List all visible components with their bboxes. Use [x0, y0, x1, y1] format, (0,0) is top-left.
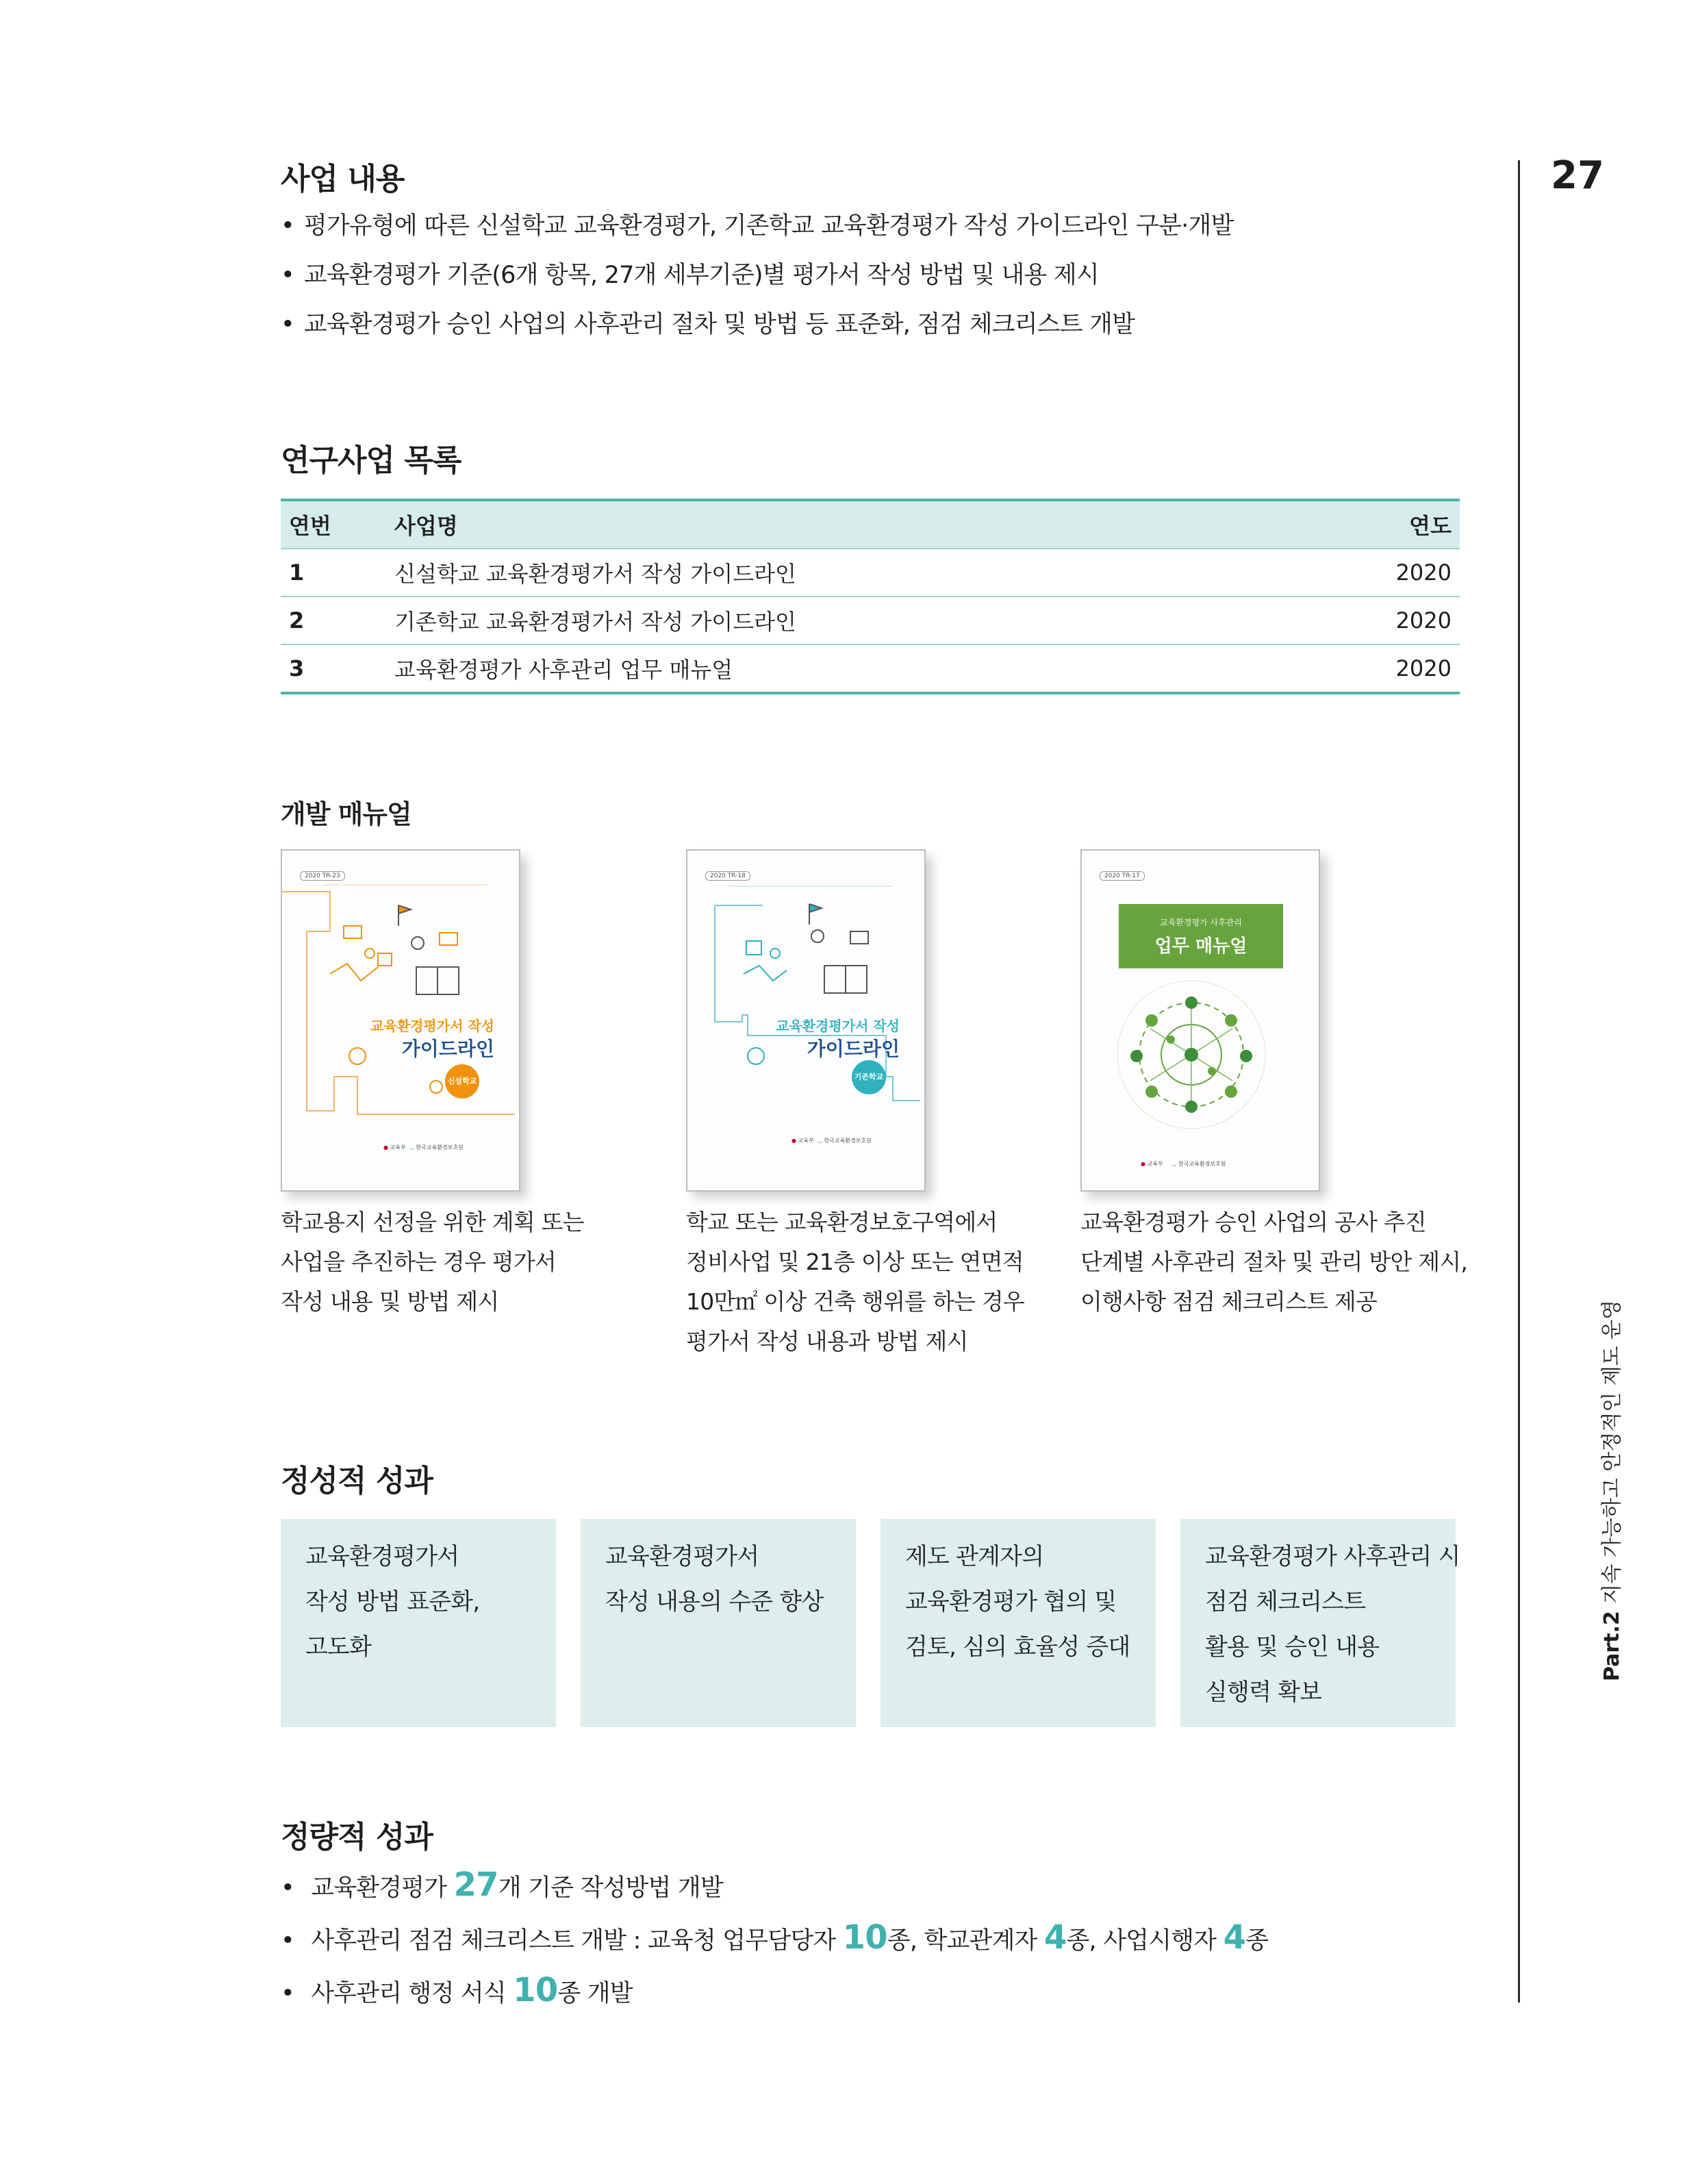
- institute-logo-icon: ◡: [1171, 1161, 1177, 1167]
- row-year: 2020: [1306, 597, 1460, 644]
- cover-title-line2: 가이드라인: [807, 1038, 900, 1060]
- side-divider-line: [1518, 160, 1520, 2003]
- business-bullet-list: [281, 201, 1234, 349]
- row-no: 2: [281, 597, 386, 644]
- box-line: 검토, 심의 효율성 증대: [905, 1633, 1130, 1661]
- box-line: 점검 체크리스트: [1205, 1588, 1366, 1616]
- description-line: 작성 내용 및 방법 제시: [281, 1288, 499, 1315]
- box-line: 작성 내용의 수준 향상: [605, 1588, 824, 1616]
- cover-logos: [383, 1144, 464, 1151]
- logo-ministry-text: 교육부: [1147, 1161, 1163, 1167]
- bullet-text: 사후관리 행정 서식: [311, 1980, 514, 2007]
- description-line: 교육환경평가 승인 사업의 공사 추진: [1080, 1209, 1426, 1235]
- quantitative-bullet-list: [281, 1860, 1268, 2018]
- box-line: 실행력 확보: [1205, 1679, 1322, 1706]
- cover-title-line1: 교육환경평가 사후관리: [1160, 918, 1242, 927]
- projects-table: [281, 499, 1460, 694]
- institute-logo-icon: ◡: [409, 1144, 414, 1151]
- bullet-text: 종: [1245, 1927, 1269, 1955]
- business-bullet: • 교육환경평가 기준(6개 항목, 27개 세부기준)별 평가서 작성 방법 및 내용 제시: [281, 251, 1234, 300]
- box-line: 고도화: [305, 1633, 372, 1661]
- bullet-text: 사후관리 점검 체크리스트 개발 : 교육청 업무담당자: [311, 1927, 843, 1955]
- side-title: 지속 가능하고 안정적인 제도 운영: [1600, 1299, 1624, 1604]
- bullet-text: 교육환경평가: [311, 1874, 454, 1902]
- manual-description: [281, 1203, 584, 1322]
- box-line: 활용 및 승인 내용: [1205, 1633, 1380, 1661]
- row-name: 교육환경평가 사후관리 업무 매뉴얼: [386, 644, 1306, 693]
- row-year: 2020: [1306, 644, 1460, 693]
- cover-logos: [1141, 1160, 1226, 1168]
- box-line: 작성 방법 표준화,: [305, 1588, 480, 1616]
- cover-title-line2: 업무 매뉴얼: [1154, 936, 1247, 957]
- description-line: 정비사업 및 21층 이상 또는 연면적: [686, 1248, 1024, 1275]
- box-line: 교육환경평가서: [605, 1543, 759, 1570]
- cover-code: 2020 TR-23: [300, 871, 345, 881]
- box-line: 교육환경평가 협의 및: [905, 1588, 1117, 1616]
- qualitative-heading: 정성적 성과: [281, 1464, 433, 1498]
- bullet-text: 종, 사업시행자: [1066, 1927, 1224, 1955]
- cover-code: 2020 TR-17: [1100, 871, 1145, 881]
- qualitative-box: [281, 1519, 556, 1727]
- quantitative-bullet: [281, 1966, 1268, 2018]
- quantitative-heading: 정량적 성과: [281, 1820, 433, 1855]
- cover-badge: 신설학교: [445, 1064, 479, 1099]
- row-name: 신설학교 교육환경평가서 작성 가이드라인: [386, 549, 1306, 597]
- business-bullet: • 평가유형에 따른 신설학교 교육환경평가, 기존학교 교육환경평가 작성 가이드라인 구분·개발: [281, 201, 1234, 251]
- cover-title-line1: 교육환경평가서 작성: [370, 1018, 494, 1034]
- row-year: 2020: [1306, 549, 1460, 597]
- logo-ministry-text: 교육부: [390, 1144, 406, 1151]
- description-line: 단계별 사후관리 절차 및 관리 방안 제시,: [1080, 1248, 1468, 1275]
- institute-logo-icon: ◡: [817, 1138, 822, 1144]
- row-no: 1: [281, 549, 386, 597]
- row-name: 기존학교 교육환경평가서 작성 가이드라인: [386, 597, 1306, 644]
- box-line: 제도 관계자의: [905, 1543, 1044, 1570]
- cover-title-line1: 교육환경평가서 작성: [776, 1018, 900, 1034]
- side-part: Part.2: [1600, 1611, 1624, 1681]
- manual-description: [686, 1203, 1024, 1361]
- highlight-number: 10: [842, 1918, 887, 1957]
- projects-heading: 연구사업 목록: [281, 443, 461, 478]
- col-header-no: 연번: [281, 500, 386, 549]
- description-line: 10만㎡ 이상 건축 행위를 하는 경우: [686, 1288, 1024, 1315]
- cover-title-line2: 가이드라인: [401, 1038, 494, 1060]
- business-bullet: • 교육환경평가 승인 사업의 사후관리 절차 및 방법 등 표준화, 점검 체크리스트 개발: [281, 300, 1234, 349]
- table-row: [281, 549, 1460, 597]
- row-no: 3: [281, 644, 386, 693]
- quantitative-bullet: [281, 1860, 1268, 1913]
- description-line: 평가서 작성 내용과 방법 제시: [686, 1328, 968, 1355]
- description-line: 이행사항 점검 체크리스트 제공: [1080, 1288, 1378, 1315]
- network-illustration: [1082, 851, 1319, 1190]
- manual-description: [1080, 1203, 1467, 1322]
- highlight-number: 4: [1043, 1918, 1067, 1957]
- ministry-logo-icon: ●: [383, 1144, 388, 1151]
- manual-cover-existing-school: [686, 849, 926, 1192]
- highlight-number: 27: [453, 1866, 498, 1904]
- ministry-logo-icon: ●: [1141, 1161, 1145, 1167]
- col-header-year: 연도: [1306, 500, 1460, 549]
- box-line: 교육환경평가서: [305, 1543, 459, 1570]
- cover-badge: 기존학교: [852, 1060, 886, 1094]
- highlight-number: 10: [513, 1971, 558, 2009]
- qualitative-box: [1180, 1519, 1460, 1727]
- quantitative-bullet: [281, 1913, 1268, 1966]
- cover-code: 2020 TR-18: [705, 871, 750, 881]
- col-header-name: 사업명: [386, 500, 1306, 549]
- cover-logos: [791, 1137, 872, 1144]
- description-line: 학교 또는 교육환경보호구역에서: [686, 1209, 998, 1235]
- table-row: [281, 644, 1460, 693]
- table-row: [281, 597, 1460, 644]
- description-line: 사업을 추진하는 경우 평가서: [281, 1248, 557, 1275]
- bullet-text: 종 개발: [557, 1980, 633, 2007]
- page-number: 27: [1551, 153, 1604, 198]
- qualitative-box: [880, 1519, 1156, 1727]
- bullet-text: 종, 학교관계자: [887, 1927, 1044, 1955]
- manual-cover-post-management: [1080, 849, 1320, 1192]
- table-header-row: [281, 500, 1460, 549]
- business-heading: 사업 내용: [281, 162, 405, 197]
- description-line: 학교용지 선정을 위한 계획 또는: [281, 1209, 584, 1235]
- qualitative-box: [581, 1519, 856, 1727]
- logo-institute-text: 한국교육환경보호원: [1178, 1161, 1226, 1167]
- logo-ministry-text: 교육부: [798, 1138, 814, 1144]
- manuals-heading: 개발 매뉴얼: [281, 799, 411, 829]
- ministry-logo-icon: ●: [791, 1138, 796, 1144]
- logo-institute-text: 한국교육환경보호원: [824, 1138, 872, 1144]
- logo-institute-text: 한국교육환경보호원: [416, 1144, 464, 1151]
- side-section-label: [1595, 1300, 1625, 1681]
- bullet-text: 개 기준 작성방법 개발: [498, 1874, 723, 1902]
- box-line: 교육환경평가 사후관리 시: [1205, 1543, 1460, 1570]
- manual-cover-new-school: [281, 849, 520, 1192]
- highlight-number: 4: [1223, 1918, 1246, 1957]
